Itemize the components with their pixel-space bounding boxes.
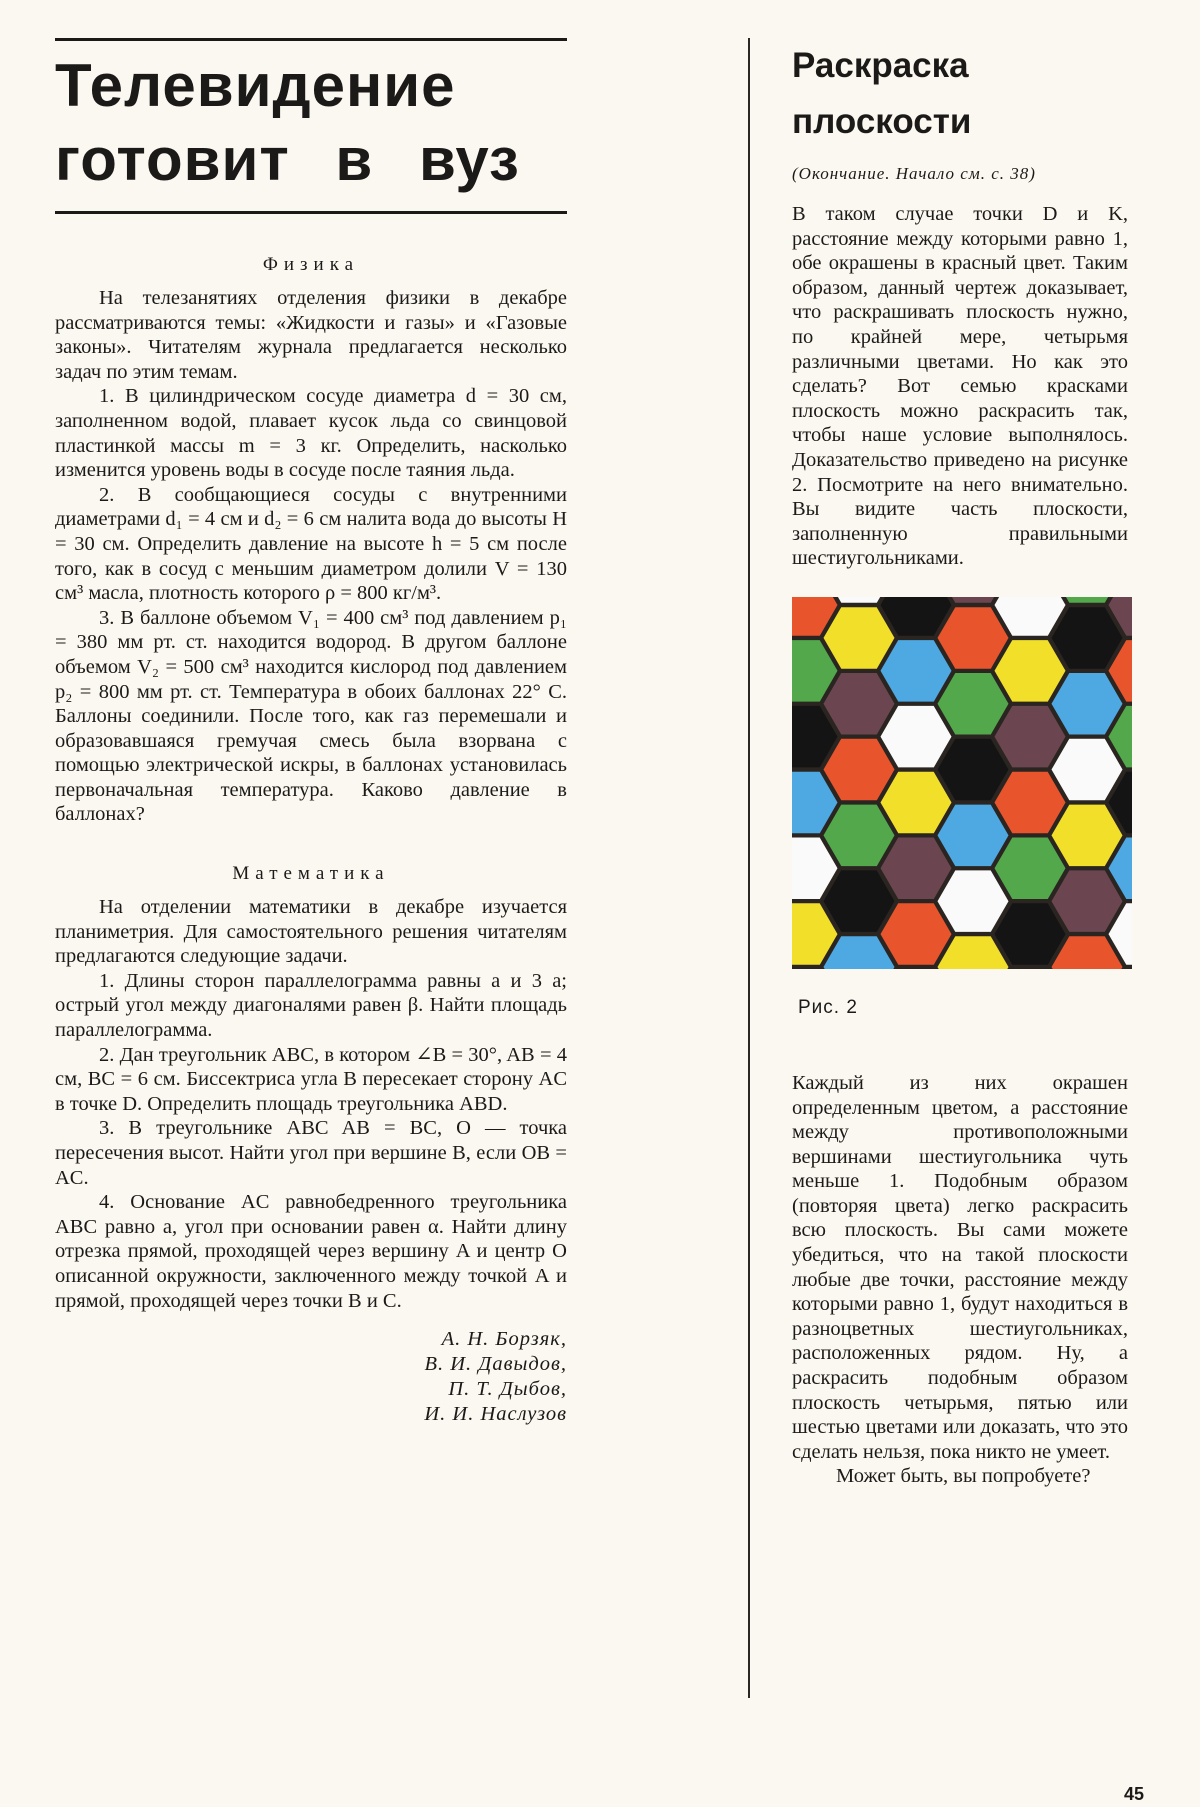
- page-number: 45: [1124, 1784, 1145, 1804]
- hexagon-cell: [995, 837, 1066, 899]
- hexagon-cell: [1052, 739, 1123, 801]
- physics-heading: Физика: [262, 254, 360, 275]
- hexagon-cell: [881, 903, 952, 965]
- hexagon-cell: [1052, 673, 1123, 735]
- math-section: [55, 895, 567, 1313]
- article-title: [55, 49, 567, 197]
- right-body-1: [792, 202, 1128, 571]
- hexagon-cell: [1052, 805, 1123, 867]
- right-article-title: [792, 38, 1128, 150]
- hexagon-tiling: [792, 597, 1132, 969]
- hexagon-cell: [824, 870, 895, 932]
- hexagon-cell: [995, 772, 1066, 834]
- physics-section: [55, 286, 567, 827]
- physics-problem-3: 3. В баллоне объемом V₁ = 400 см³ под давлением p₁ = 380 мм рт. ст. находится водород. В другом баллоне объемом V₂ = 500 см³ находится кислород под давлением p₂ = 800 мм рт. ст. Температура в обоих баллонах 22° С. Баллоны соединили. После того, как газ перемешали и образовавшаяся гремучая смесь была взорвана с помощью электрической искры, в баллонах установилась первоначальная температура. Каково давление в баллонах?: [55, 606, 567, 826]
- hexagon-cell: [881, 597, 952, 636]
- physics-problem-1: 1. В цилиндрическом сосуде диаметра d = 30 см, заполненном водой, плавает кусок льда со свинцовой пластинкой массы m = 3 кг. Определить, насколько изменится уровень воды в сосуде после таяния льда.: [55, 385, 567, 482]
- hexagon-cell: [1052, 607, 1123, 669]
- hexagon-cell: [995, 706, 1066, 768]
- hexagon-cell: [824, 805, 895, 867]
- right-body-2: [792, 1071, 1128, 1489]
- left-article: [55, 38, 567, 1427]
- math-intro: На отделении математики в декабре изучается планиметрия. Для самостоятельного решения читателям предлагаются следующие задачи.: [55, 896, 567, 968]
- right-paragraph-2: Каждый из них окрашен определенным цветом, а расстояние между противоположными вершинами шестиугольника чуть меньше 1. Подобным образом (повторяя цвета) легко раскрасить всю плоскость. Вы сами можете убедиться, что на такой плоскости любые две точки, расстояние между которыми равно 1, будут находиться в разноцветных шестиугольниках, расположенных рядом. Ну, а раскрасить подобным образом плоскость четырьмя, пятью или шестью цветами или доказать, что это сделать нельзя, пока никто не умеет.: [792, 1071, 1128, 1463]
- author: В. И. Давыдов,: [424, 1353, 567, 1376]
- right-title-line2: плоскости: [792, 102, 972, 141]
- author: А. Н. Борзяк,: [441, 1328, 567, 1351]
- hexagon-cell: [881, 706, 952, 768]
- column-divider: [748, 38, 750, 1698]
- right-paragraph-3: Может быть, вы попробуете?: [836, 1465, 1091, 1488]
- hexagon-cell: [938, 607, 1009, 669]
- hexagon-cell: [824, 739, 895, 801]
- hexagon-cell: [824, 936, 895, 969]
- hexagon-cell: [938, 739, 1009, 801]
- author: И. И. Наслузов: [424, 1403, 567, 1426]
- continuation-note: (Окончание. Начало см. с. 38): [792, 164, 1036, 183]
- hexagon-cell: [995, 597, 1066, 636]
- hexagon-coloring-figure: [792, 597, 1132, 969]
- hexagon-cell: [881, 837, 952, 899]
- hexagon-cell: [1052, 870, 1123, 932]
- article-title-line2: готовит в вуз: [55, 126, 520, 193]
- math-problem-4: 4. Основание AC равнобедренного треугольника ABC равно a, угол при основании равен α. Найти длину отрезка прямой, проходящей через вершину A и центр O описанной окружности, заключенного между точкой A и прямой, проходящей через точки B и C.: [55, 1191, 567, 1312]
- hexagon-cell: [1052, 936, 1123, 969]
- right-article: [792, 38, 1128, 1489]
- title-rule-top: [55, 38, 567, 41]
- title-rule-bottom: [55, 211, 567, 214]
- article-title-line1: Телевидение: [55, 52, 456, 119]
- hexagon-cell: [938, 870, 1009, 932]
- physics-intro: На телезанятиях отделения физики в декабре рассматриваются темы: «Жидкости и газы» и «Газовые законы». Читателям журнала предлагается несколько задач по этим темам.: [55, 287, 567, 383]
- math-heading: Математика: [232, 863, 390, 885]
- right-paragraph-1: В таком случае точки D и K, расстояние между которыми равно 1, обе окрашены в красный цвет. Таким образом, данный чертеж доказывает, что раскрашивать плоскость нужно, по крайней мере, четырьмя различными цветами. Но как это сделать? Вот семью красками плоскость можно раскрасить так, чтобы наше условие выполнялось. Доказательство приведено на рисунке 2. Посмотрите на него внимательно. Вы видите часть плоскости, заполненную правильными шестиугольниками.: [792, 203, 1128, 570]
- hexagon-cell: [938, 805, 1009, 867]
- hexagon-cell: [938, 673, 1009, 735]
- hexagon-cell: [995, 640, 1066, 702]
- physics-problem-2: 2. В сообщающиеся сосуды с внутренними диаметрами d₁ = 4 см и d₂ = 6 см налита вода до высоты H = 30 см. Определить давление на высоте h = 5 см после того, как в сосуд с меньшим диаметром долили V = 130 см³ масла, плотность которого ρ = 800 кг/м³.: [55, 483, 567, 605]
- hexagon-cell: [881, 640, 952, 702]
- right-title-line1: Раскраска: [792, 46, 969, 85]
- authors: [55, 1327, 567, 1427]
- math-problem-2: 2. Дан треугольник ABC, в котором ∠B = 30°, AB = 4 см, BC = 6 см. Биссектриса угла B пересекает сторону AC в точке D. Определить площадь треугольника ABD.: [55, 1043, 567, 1115]
- math-problem-1: 1. Длины сторон параллелограмма равны a и 3 a; острый угол между диагоналями равен β. Найти площадь параллелограмма.: [55, 969, 567, 1042]
- math-problem-3: 3. В треугольнике ABC AB = BC, O — точка пересечения высот. Найти угол при вершине B, если OB = AC.: [55, 1117, 567, 1189]
- figure-caption: Рис. 2: [798, 996, 858, 1018]
- hexagon-cell: [824, 607, 895, 669]
- hexagon-cell: [995, 903, 1066, 965]
- hexagon-cell: [881, 772, 952, 834]
- author: П. Т. Дыбов,: [448, 1378, 567, 1401]
- hexagon-cell: [938, 936, 1009, 969]
- hexagon-cell: [824, 673, 895, 735]
